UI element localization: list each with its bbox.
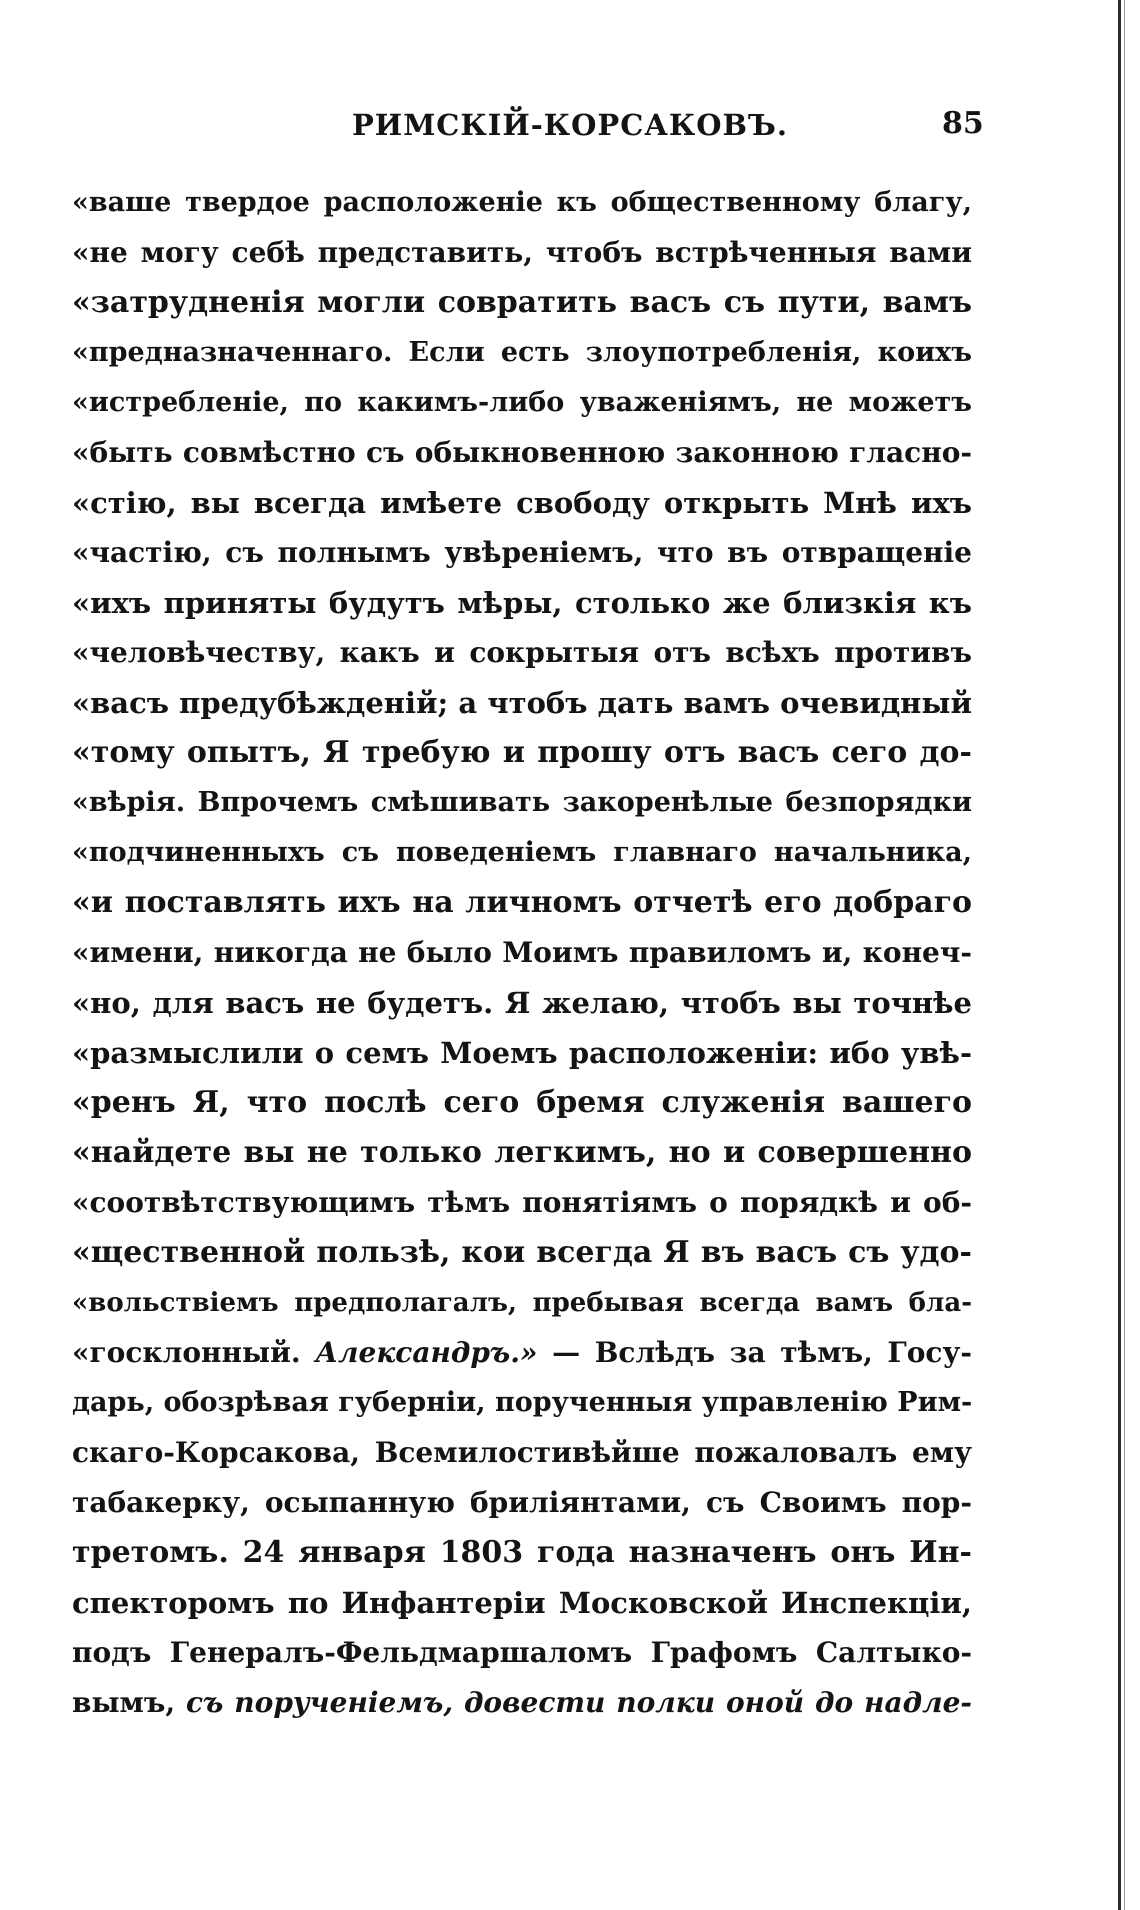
text-line: «затрудненія могли совратить васъ съ пути, вамъ (72, 285, 972, 320)
page-number: 85 (942, 106, 984, 141)
text-line: «ренъ Я, что послѣ сего бремя служенія вашего (72, 1085, 972, 1120)
text-line: «стію, вы всегда имѣете свободу открыть Мнѣ ихъ (72, 486, 972, 520)
text-line: «но, для васъ не будетъ. Я желаю, чтобъ вы точнѣе (72, 986, 972, 1020)
text-line: третомъ. 24 января 1803 года назначенъ онъ Ин- (72, 1535, 972, 1570)
text-line: «имени, никогда не было Моимъ правиломъ и, конеч- (72, 936, 972, 969)
text-line: «васъ предубѣжденій; а чтобъ дать вамъ очевидный (72, 686, 972, 720)
italic-text: съ порученіемъ, довести полки оной до надле- (185, 1686, 972, 1719)
text-line: «истребленіе, по какимъ-либо уваженіямъ, не можетъ (72, 387, 972, 418)
text-line: спекторомъ по Инфантеріи Московской Инспекціи, (72, 1586, 972, 1620)
text-line: «щественной пользѣ, кои всегда Я въ васъ съ удо- (72, 1235, 972, 1270)
text-line: скаго-Корсакова, Всемилостивѣйше пожаловалъ ему (72, 1436, 972, 1469)
text-line: «предназначеннаго. Если есть злоупотребленія, коихъ (72, 337, 972, 368)
line-start-text: «госклонный. (72, 1336, 301, 1369)
text-line: «подчиненныхъ съ поведеніемъ главнаго начальника, (72, 837, 972, 868)
text-line: подъ Генералъ-Фельдмаршаломъ Графомъ Салтыко- (72, 1636, 972, 1669)
text-line: табакерку, осыпанную бриліянтами, съ Своимъ пор- (72, 1486, 972, 1519)
signature-italic: Александръ.» (315, 1336, 538, 1369)
body-text (72, 178, 972, 1728)
line-start-text: вымъ, (72, 1686, 176, 1719)
text-line: «ихъ приняты будутъ мѣры, столько же близкія къ (72, 586, 972, 620)
text-line-italic-end (72, 1678, 972, 1728)
text-line: «вѣрія. Впрочемъ смѣшивать закоренѣлые безпорядки (72, 787, 972, 818)
text-line: «соотвѣтствующимъ тѣмъ понятіямъ о порядкѣ и об- (72, 1186, 972, 1219)
text-line: «вольствіемъ предполагалъ, пребывая всегда вамъ бла- (72, 1288, 972, 1318)
page-edge-shadow (1124, 0, 1125, 1910)
line-end-text: — Вслѣдъ за тѣмъ, Госу- (552, 1336, 972, 1369)
text-line: «найдете вы не только легкимъ, но и совершенно (72, 1135, 972, 1170)
text-line: «человѣчеству, какъ и сокрытыя отъ всѣхъ противъ (72, 636, 972, 669)
running-head: РИМСКІЙ-КОРСАКОВЪ. (352, 108, 788, 142)
text-line: «и поставлять ихъ на личномъ отчетѣ его добраго (72, 885, 972, 920)
text-line-signature (72, 1328, 972, 1378)
text-line: дарь, обозрѣвая губерніи, порученныя управленію Рим- (72, 1387, 972, 1418)
text-line: «тому опытъ, Я требую и прошу отъ васъ сего до- (72, 735, 972, 770)
text-line: «быть совмѣстно съ обыкновенною законною гласно- (72, 436, 972, 469)
text-line: «частію, съ полнымъ увѣреніемъ, что въ отвращеніе (72, 536, 972, 569)
page-edge-line (1118, 0, 1121, 1910)
text-line: «ваше твердое расположеніе къ общественному благу, (72, 187, 972, 218)
text-line: «не могу себѣ представить, чтобъ встрѣченныя вами (72, 236, 972, 269)
text-line: «размыслили о семъ Моемъ расположеніи: ибо увѣ- (72, 1036, 972, 1070)
